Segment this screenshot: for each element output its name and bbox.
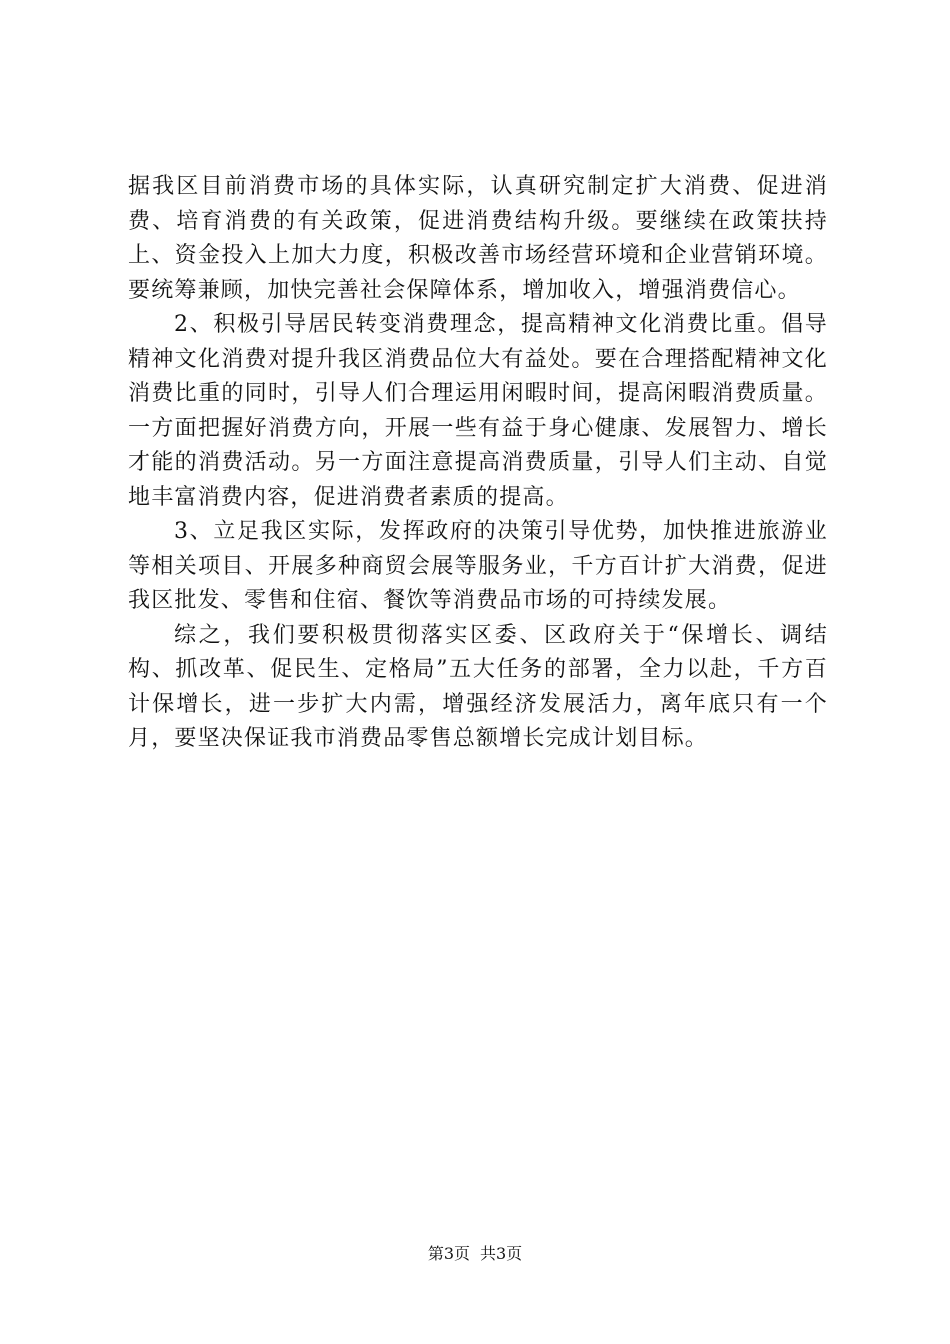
paragraph-3: 3、立足我区实际，发挥政府的决策引导优势，加快推进旅游业等相关项目、开展多种商贸会展等服务业，千方百计扩大消费，促进我区批发、零售和住宿、餐饮等消费品市场的可持续发展。	[128, 519, 828, 613]
paragraph-4: 综之，我们要积极贯彻落实区委、区政府关于“保增长、调结构、抓改革、促民生、定格局”五大任务的部署，全力以赴，千方百计保增长，进一步扩大内需，增强经济发展活力，离年底只有一个月，要坚决保证我市消费品零售总额增长完成计划目标。	[128, 622, 828, 751]
paragraph-1: 据我区目前消费市场的具体实际，认真研究制定扩大消费、促进消费、培育消费的有关政策，促进消费结构升级。要继续在政策扶持上、资金投入上加大力度，积极改善市场经营环境和企业营销环境。要统筹兼顾，加快完善社会保障体系，增加收入，增强消费信心。	[128, 174, 828, 303]
page-footer	[0, 1244, 950, 1264]
paragraph-2: 2、积极引导居民转变消费理念，提高精神文化消费比重。倡导精神文化消费对提升我区消费品位大有益处。要在合理搭配精神文化消费比重的同时，引导人们合理运用闲暇时间，提高闲暇消费质量。一方面把握好消费方向，开展一些有益于身心健康、发展智力、增长才能的消费活动。另一方面注意提高消费质量，引导人们主动、自觉地丰富消费内容，促进消费者素质的提高。	[128, 312, 828, 510]
page-number: 第3页	[427, 1244, 470, 1263]
document-body	[128, 170, 828, 757]
page-total: 共3页	[480, 1244, 523, 1263]
